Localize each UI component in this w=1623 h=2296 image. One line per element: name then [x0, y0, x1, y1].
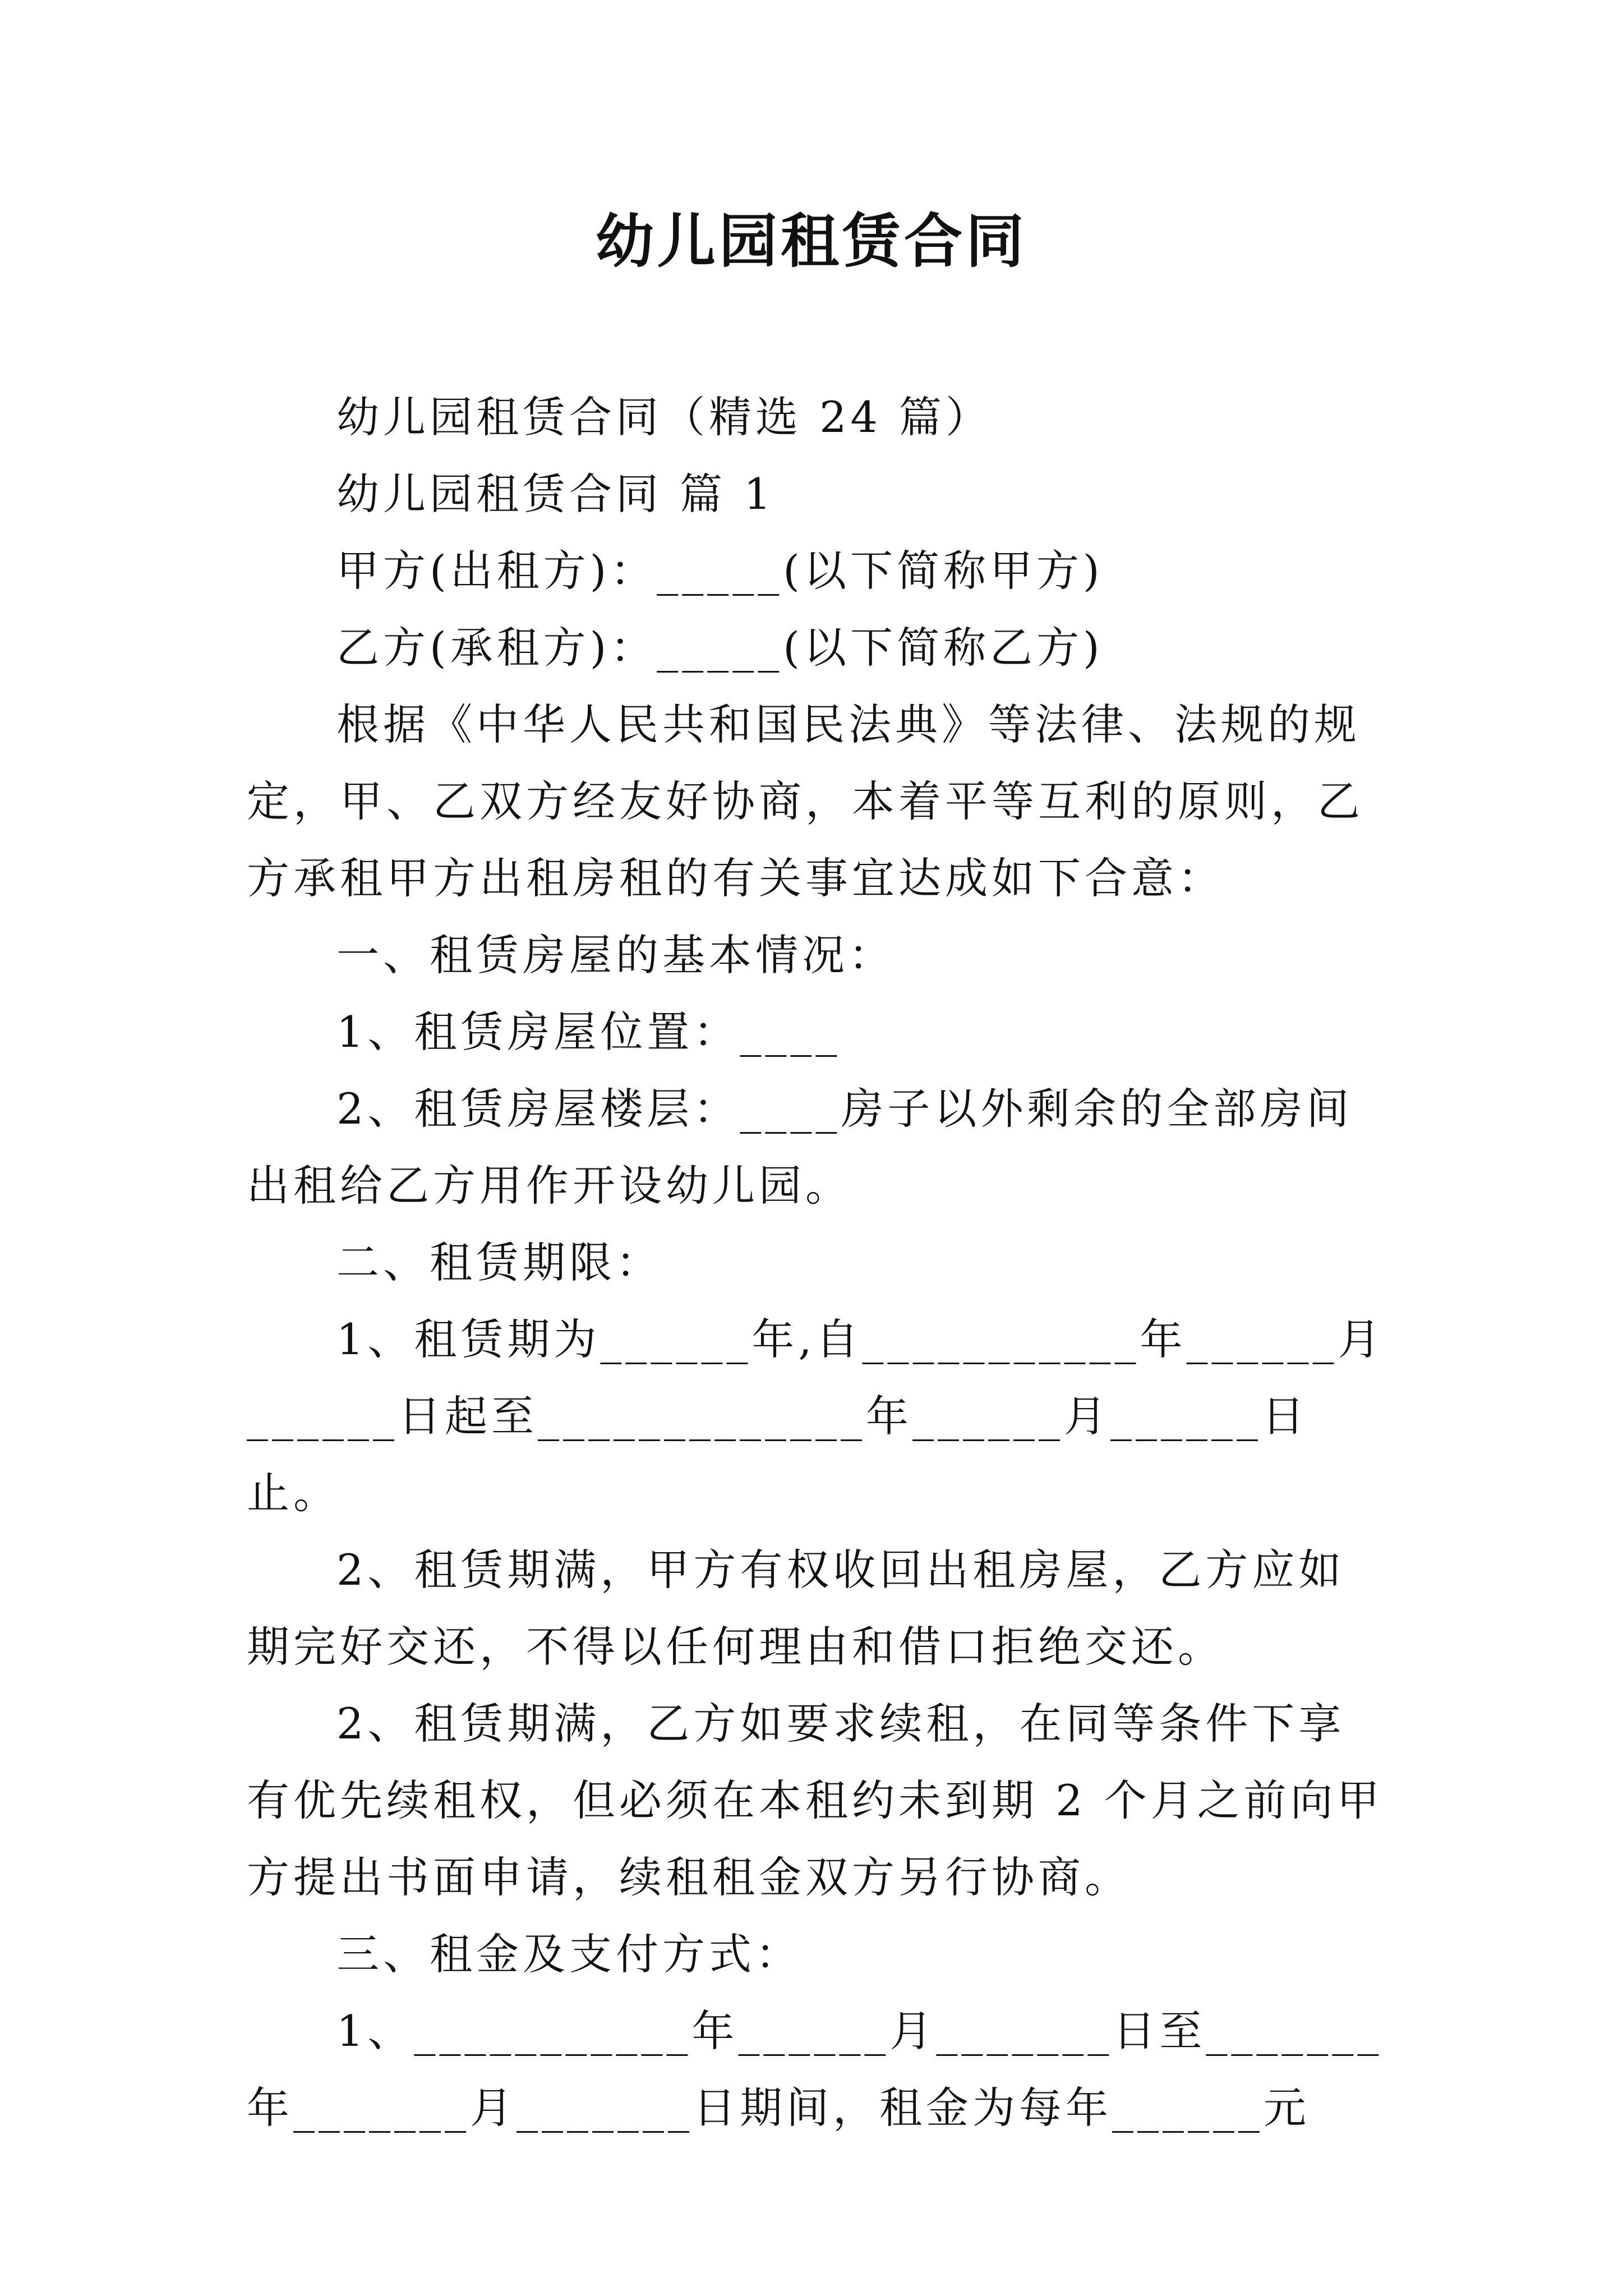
paragraph-article-3-item-1: 1、___________年______月_______日至_______年_______月_______日期间，租金为每年______元	[247, 2006, 1383, 2133]
paragraph-subtitle: 幼儿园租赁合同（精选 24 篇）	[336, 392, 993, 442]
paragraph-party-b: 乙方(承租方)：_____(以下简称乙方)	[336, 623, 1104, 673]
paragraph-preamble: 根据《中华人民共和国民法典》等法律、法规的规定，甲、乙双方经友好协商，本着平等互利的原则，乙方承租甲方出租房租的有关事宜达成如下合意：	[247, 700, 1364, 903]
paragraph-article-1-item-2: 2、租赁房屋楼层：____房子以外剩余的全部房间出租给乙方用作开设幼儿园。	[247, 1084, 1353, 1211]
paragraph-article-2-item-1: 1、租赁期为______年,自___________年______月______日起至_____________年______月______日止。	[247, 1314, 1385, 1518]
paragraph-section-heading: 幼儿园租赁合同 篇 1	[336, 469, 775, 519]
paragraph-article-2-heading: 二、租赁期限：	[336, 1237, 662, 1287]
document-title: 幼儿园租赁合同	[595, 207, 1027, 275]
paragraph-article-2-item-2: 2、租赁期满，甲方有权收回出租房屋，乙方应如期完好交还，不得以任何理由和借口拒绝交还。	[247, 1545, 1345, 1672]
paragraph-article-2-item-3: 2、租赁期满，乙方如要求续租，在同等条件下享有优先续租权，但必须在本租约未到期 2 个月之前向甲方提出书面申请，续租租金双方另行协商。	[247, 1699, 1384, 1902]
document-body	[247, 379, 1385, 2146]
paragraph-article-1-item-1: 1、租赁房屋位置：____	[336, 1007, 841, 1057]
paragraph-article-3-heading: 三、租金及支付方式：	[336, 1929, 802, 1979]
paragraph-article-1-heading: 一、租赁房屋的基本情况：	[336, 930, 895, 980]
paragraph-party-a: 甲方(出租方)：_____(以下简称甲方)	[336, 546, 1104, 596]
